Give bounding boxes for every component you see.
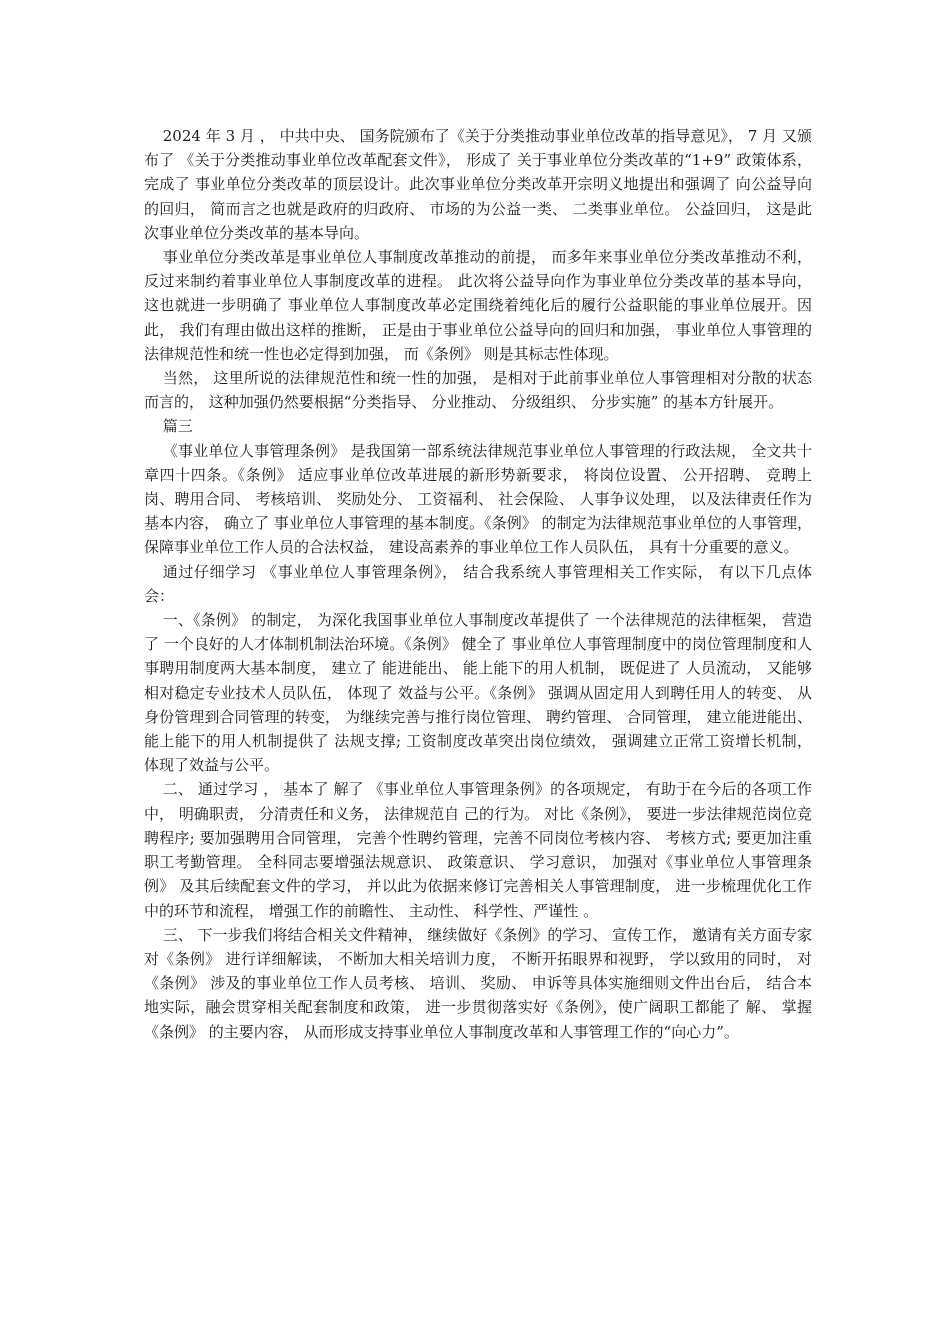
paragraph-6: 一、《条例》 的制定， 为深化我国事业单位人事制度改革提供了 一个法律规范的法律框架， 营造了 一个良好的人才体制机制法治环境。《条例》 健全了 事业单位人事管理制度中的岗位管理制度和人事聘用制度两大基本制度， 建立了 能进能出、 能上能下的用人机制， 既促进了 人员流动， 又能够相对稳定专业技术人员队伍， 体现了 效益与公平。《条例》 强调从固定用人到聘任用人的转变、 从身份管理到合同管理的转变， 为继续完善与推行岗位管理、 聘约管理、 合同管理， 建立能进能出、 能上能下的用人机制提供了 法规支撑; 工资制度改革突出岗位绩效， 强调建立正常工资增长机制， 体现了效益与公平。: [144, 611, 812, 775]
paragraph-1: 2024 年 3 月 ， 中共中央、 国务院颁布了《关于分类推动事业单位改革的指导意见》， 7 月 又颁布了 《关于分类推动事业单位改革配套文件》， 形成了 关于事业单位分类改革的“1+9” 政策体系， 完成了 事业单位分类改革的顶层设计。此次事业单位分类改革开宗明义地提出和强调了 向公益导向的回归， 简而言之也就是政府的归政府、 市场的为公益一类、 二类事业单位。 公益回归， 这是此次事业单位分类改革的基本导向。: [144, 127, 812, 242]
paragraph-3: 当然， 这里所说的法律规范性和统一性的加强， 是相对于此前事业单位人事管理相对分散的状态而言的， 这种加强仍然要根据“分类指导、 分业推动、 分级组织、 分步实施” 的基本方针展开。: [144, 369, 812, 412]
paragraph-4: 《事业单位人事管理条例》 是我国第一部系统法律规范事业单位人事管理的行政法规， 全文共十章四十四条。《条例》 适应事业单位改革进展的新形势新要求， 将岗位设置、 公开招聘、 竞聘上岗、聘用合同、 考核培训、 奖励处分、 工资福利、 社会保险、 人事争议处理， 以及法律责任作为基本内容， 确立了 事业单位人事管理的基本制度。《条例》 的制定为法律规范事业单位的人事管理， 保障事业单位工作人员的合法权益， 建设高素养的事业单位工作人员队伍， 具有十分重要的意义。: [144, 441, 812, 557]
paragraph-2: 事业单位分类改革是事业单位人事制度改革推动的前提， 而多年来事业单位分类改革推动不利， 反过来制约着事业单位人事制度改革的进程。 此次将公益导向作为事业单位分类改革的基本导向， 这也就进一步明确了 事业单位人事制度改革必定围绕着纯化后的履行公益职能的事业单位展开。因此， 我们有理由做出这样的推断， 正是由于事业单位公益导向的回归和加强， 事业单位人事管理的法律规范性和统一性也必定得到加强， 而《条例》 则是其标志性体现。: [144, 248, 812, 363]
paragraph-7: 二、 通过学习 ， 基本了 解了 《事业单位人事管理条例》的各项规定， 有助于在今后的各项工作中， 明确职责， 分清责任和义务， 法律规范自 己的行为。 对比《条例》， 要进一步法律规范岗位竞聘程序; 要加强聘用合同管理， 完善个性聘约管理，完善不同岗位考核内容、 考核方式; 要更加注重职工考勤管理。 全科同志要增强法规意识、 政策意识、 学习意识， 加强对《事业单位人事管理条例》 及其后续配套文件的学习， 并以此为依据来修订完善相关人事管理制度， 进一步梳理优化工作中的环节和流程， 增强工作的前瞻性、 主动性、 科学性、严谨性 。: [144, 780, 812, 920]
section-heading: 篇三: [162, 417, 193, 436]
paragraph-5: 通过仔细学习 《事业单位人事管理条例》， 结合我系统人事管理相关工作实际， 有以下几点体会：: [144, 562, 812, 605]
paragraph-8: 三、 下一步我们将结合相关文件精神， 继续做好《条例》的学习、 宣传工作， 邀请有关方面专家对《条例》 进行详细解读， 不断加大相关培训力度， 不断开拓眼界和视野， 学以致用的同时， 对《条例》 涉及的事业单位工作人员考核、 培训、 奖励、 申诉等具体实施细则文件出台后， 结合本地实际，融会贯穿相关配套制度和政策， 进一步贯彻落实好《条例》，使广阔职工都能了 解、 掌握《条例》 的主要内容， 从而形成支持事业单位人事制度改革和人事管理工作的“向心力”。: [144, 925, 812, 1041]
document-body: [144, 124, 812, 1044]
